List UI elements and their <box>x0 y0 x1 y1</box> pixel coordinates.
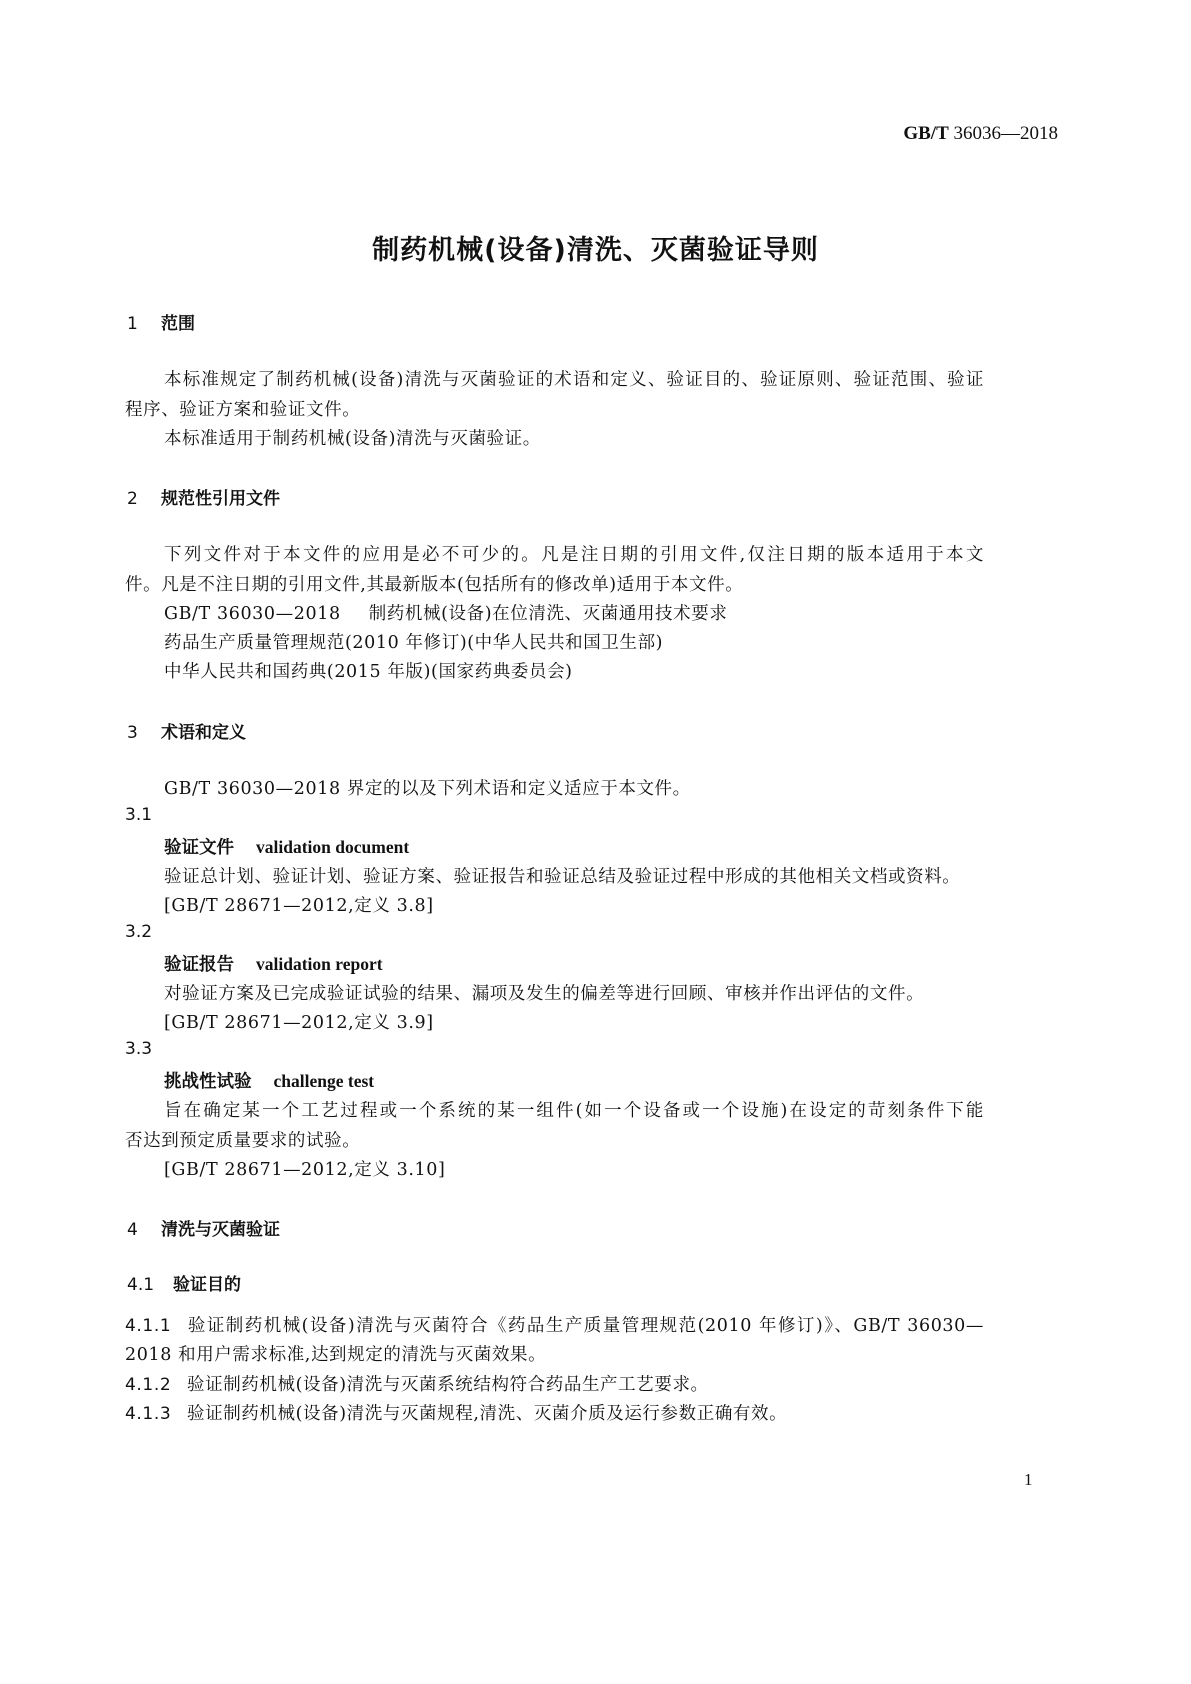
section-title: 范围 <box>161 314 195 334</box>
term-definition: 对验证方案及已完成验证试验的结果、漏项及发生的偏差等进行回顾、审核并作出评估的文件。 <box>164 984 925 1004</box>
term-definition-continued: 否达到预定质量要求的试验。 <box>125 1131 361 1151</box>
reference-title: 药品生产质量管理规范(2010 年修订)(中华人民共和国卫生部) <box>164 633 664 653</box>
section-title: 清洗与灭菌验证 <box>161 1220 280 1240</box>
clause-text: 验证制药机械(设备)清洗与灭菌系统结构符合药品生产工艺要求。 <box>187 1375 709 1395</box>
term-number: 3.1 <box>125 805 153 825</box>
section-3-heading <box>127 718 246 743</box>
clause-number: 4.1.1 <box>125 1316 172 1336</box>
page-number: 1 <box>1024 1470 1033 1489</box>
term-definition: 旨在确定某一个工艺过程或一个系统的某一组件(如一个设备或一个设施)在设定的苛刻条件下能 <box>164 1101 984 1121</box>
reference-title: 中华人民共和国药典(2015 年版)(国家药典委员会) <box>164 662 573 682</box>
term-name <box>164 834 409 859</box>
term-name-en: challenge test <box>273 1071 375 1091</box>
standard-code <box>0 123 1058 145</box>
standard-number: 36036—2018 <box>953 123 1058 144</box>
section-2-heading <box>127 484 280 509</box>
normative-reference <box>164 600 727 625</box>
term-name-en: validation report <box>256 954 383 974</box>
term-number: 3.2 <box>125 922 153 942</box>
subsection-number: 4.1 <box>127 1275 155 1295</box>
term-name <box>164 1068 374 1093</box>
section-title: 术语和定义 <box>161 723 246 743</box>
section-1-paragraph-2: 本标准适用于制药机械(设备)清洗与灭菌验证。 <box>164 429 541 449</box>
clause-number: 4.1.3 <box>125 1404 172 1424</box>
term-source: [GB/T 28671—2012,定义 3.10] <box>164 1160 446 1180</box>
term-name <box>164 951 383 976</box>
term-name-zh: 验证报告 <box>164 955 234 975</box>
section-2-paragraph-line-1: 下列文件对于本文件的应用是必不可少的。凡是注日期的引用文件,仅注日期的版本适用于本文 <box>164 545 984 565</box>
section-1-heading <box>127 309 195 334</box>
term-source: [GB/T 28671—2012,定义 3.8] <box>164 896 434 916</box>
subsection-title: 验证目的 <box>173 1275 241 1295</box>
document-title: 制药机械(设备)清洗、灭菌验证导则 <box>372 235 819 266</box>
normative-reference <box>164 629 663 654</box>
reference-code: GB/T 36030—2018 <box>164 604 341 624</box>
section-1-paragraph-1-line-2: 程序、验证方案和验证文件。 <box>125 400 361 420</box>
clause-number: 4.1.2 <box>125 1375 172 1395</box>
term-source: [GB/T 28671—2012,定义 3.9] <box>164 1013 434 1033</box>
section-title: 规范性引用文件 <box>161 489 280 509</box>
section-number: 2 <box>127 489 138 509</box>
clause-text: 验证制药机械(设备)清洗与灭菌规程,清洗、灭菌介质及运行参数正确有效。 <box>187 1404 788 1424</box>
clause-4-1-3 <box>125 1400 787 1425</box>
clause-4-1-2 <box>125 1371 709 1396</box>
section-2-paragraph-line-2: 件。凡是不注日期的引用文件,其最新版本(包括所有的修改单)适用于本文件。 <box>125 575 744 595</box>
section-number: 3 <box>127 723 138 743</box>
standard-prefix: GB/T <box>903 123 949 144</box>
term-number: 3.3 <box>125 1039 153 1059</box>
section-4-heading <box>127 1215 280 1240</box>
section-number: 4 <box>127 1220 138 1240</box>
term-name-zh: 验证文件 <box>164 838 234 858</box>
section-number: 1 <box>127 314 138 334</box>
section-1-paragraph-1-line-1: 本标准规定了制药机械(设备)清洗与灭菌验证的术语和定义、验证目的、验证原则、验证范围、验证 <box>164 370 984 390</box>
term-name-en: validation document <box>256 837 410 857</box>
section-3-intro: GB/T 36030—2018 界定的以及下列术语和定义适应于本文件。 <box>164 779 691 799</box>
clause-text: 验证制药机械(设备)清洗与灭菌符合《药品生产质量管理规范(2010 年修订)》、GB/T 36030— <box>187 1316 984 1336</box>
clause-4-1-1 <box>125 1312 984 1337</box>
reference-title: 制药机械(设备)在位清洗、灭菌通用技术要求 <box>368 604 728 624</box>
term-name-zh: 挑战性试验 <box>164 1072 252 1092</box>
term-definition: 验证总计划、验证计划、验证方案、验证报告和验证总结及验证过程中形成的其他相关文档或资料。 <box>164 867 961 887</box>
clause-4-1-1-continued: 2018 和用户需求标准,达到规定的清洗与灭菌效果。 <box>125 1345 547 1365</box>
normative-reference <box>164 658 573 683</box>
subsection-4-1-heading <box>127 1270 241 1295</box>
